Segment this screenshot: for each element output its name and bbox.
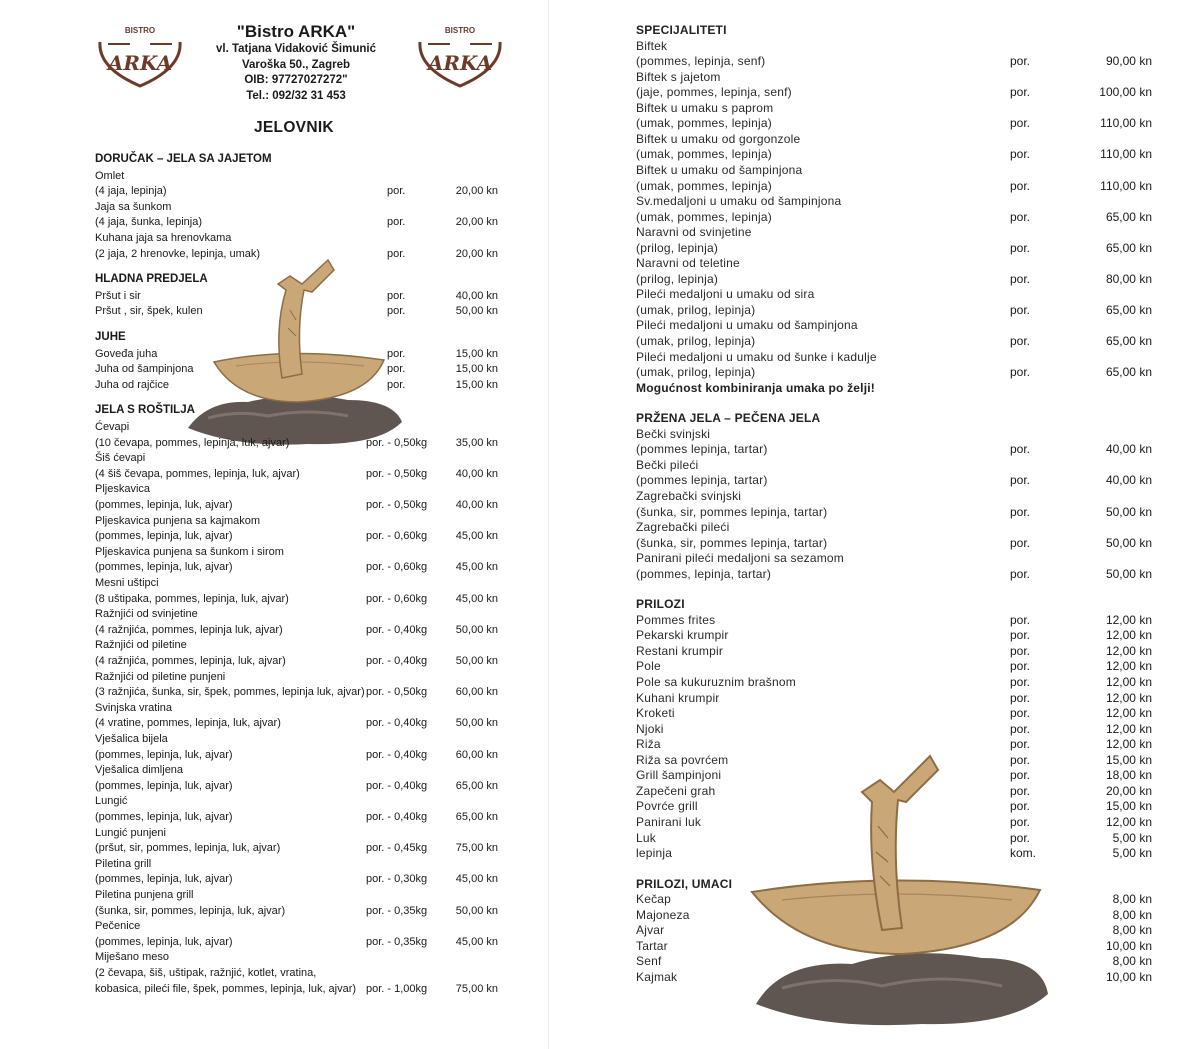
menu-item-line: Kroketi	[636, 706, 675, 721]
menu-item-line: Pljeskavica punjena sa šunkom i sirom	[95, 545, 284, 558]
menu-item-line: (umak, pommes, lepinja)	[636, 209, 772, 224]
menu-item-line: Panirani pileći medaljoni sa sezamom	[636, 551, 844, 566]
menu-item-unit: por. - 0,30kg	[366, 873, 428, 886]
menu-item-price: 50,00 kn	[455, 904, 498, 917]
menu-item-unit: por. - 0,50kg	[366, 499, 428, 511]
menu-item-unit: por. - 0,40kg	[366, 748, 428, 761]
menu-item-unit: por.	[387, 289, 406, 302]
menu-item-price: 65,00 kn	[455, 779, 498, 792]
menu-item-line: (2 jaja, 2 hrenovke, lepinja, umak)	[95, 247, 261, 260]
menu-item-line: Bečki svinjski	[636, 426, 711, 441]
section-heading: HLADNA PREDJELA	[95, 273, 208, 286]
menu-item-line: Juha od šampinjona	[95, 363, 194, 376]
menu-item-line: (prilog, lepinja)	[636, 271, 719, 286]
menu-item-line: (umak, prilog, lepinja)	[636, 302, 756, 317]
menu-item-price: 15,00 kn	[455, 378, 498, 391]
menu-item-price: 110,00 kn	[1100, 178, 1152, 193]
menu-item-price: 45,00 kn	[455, 561, 498, 574]
menu-item-price: 60,00 kn	[455, 748, 498, 761]
menu-item-unit: por. - 0,50kg	[366, 467, 428, 480]
menu-item-unit: por.	[1010, 830, 1031, 845]
menu-item-line: Sv.medaljoni u umaku od šampinjona	[636, 194, 842, 209]
menu-item-line: (prilog, lepinja)	[636, 240, 719, 255]
menu-item-price: 12,00 kn	[1105, 643, 1152, 658]
menu-item-unit: por.	[387, 363, 406, 376]
menu-item-unit: por.	[1010, 752, 1031, 767]
menu-item-price: 35,00 kn	[455, 436, 498, 449]
menu-item-line: kobasica, pileći file, špek, pommes, lepinja, luk, ajvar)	[95, 982, 357, 995]
menu-item-price: 40,00 kn	[455, 289, 498, 302]
menu-item-line: (šunka, sir, pommes lepinja, tartar)	[636, 535, 828, 550]
menu-item-line: Omlet	[95, 169, 125, 182]
menu-item-price: 50,00 kn	[1105, 504, 1152, 519]
menu-item-line: Biftek	[636, 38, 668, 53]
menu-item-line: Lungić	[95, 795, 128, 808]
menu-item-line: (pommes, lepinja, luk, ajvar)	[95, 935, 233, 948]
menu-item-unit: por.	[1010, 147, 1031, 162]
address-line: Varoška 50., Zagreb	[241, 58, 351, 71]
menu-item-unit: por.	[1010, 643, 1031, 658]
wooden-boat-sculpture-image	[178, 250, 408, 450]
menu-item-line: (pommes, lepinja, tartar)	[636, 566, 772, 581]
wooden-boat-sculpture-image	[742, 742, 1052, 1032]
menu-item-unit: por. - 0,40kg	[366, 655, 428, 667]
menu-item-line: Kajmak	[636, 969, 678, 984]
menu-item-unit: por. - 1,00kg	[366, 982, 428, 995]
menu-item-price: 40,00 kn	[455, 499, 498, 511]
menu-item-price: 8,00 kn	[1112, 954, 1152, 969]
menu-item-unit: por.	[1010, 240, 1031, 255]
menu-item-line: (4 ražnjića, pommes, lepinja, luk, ajvar)	[95, 655, 286, 667]
menu-item-line: Piletina grill	[95, 857, 152, 870]
menu-item-line: Zapečeni grah	[636, 783, 716, 798]
owner-line: vl. Tatjana Vidaković Šimunić	[216, 43, 376, 55]
menu-item-line: Pljeskavica punjena sa kajmakom	[95, 514, 261, 527]
menu-item-price: 50,00 kn	[455, 717, 498, 730]
menu-item-price: 15,00 kn	[1105, 799, 1152, 814]
menu-item-price: 12,00 kn	[1105, 721, 1152, 736]
menu-item-line: Kuhana jaja sa hrenovkama	[95, 232, 232, 244]
menu-item-line: (umak, prilog, lepinja)	[636, 334, 756, 348]
menu-item-line: Jaja sa šunkom	[95, 200, 172, 213]
menu-item-price: 20,00 kn	[455, 216, 498, 229]
menu-title: JELOVNIK	[254, 119, 334, 136]
menu-item-price: 12,00 kn	[1105, 659, 1152, 674]
menu-item-unit: por.	[1010, 271, 1031, 286]
menu-item-unit: por.	[1010, 612, 1031, 627]
menu-item-unit: por. - 0,60kg	[366, 530, 428, 543]
menu-item-price: 65,00 kn	[1105, 240, 1152, 255]
menu-item-price: 40,00 kn	[1105, 473, 1152, 488]
menu-item-unit: por.	[1010, 334, 1031, 348]
menu-item-unit: por.	[1010, 116, 1031, 131]
menu-item-line: Pole sa kukuruznim brašnom	[636, 675, 796, 689]
menu-item-unit: por.	[1010, 628, 1031, 643]
menu-item-line: Ražnjići od svinjetine	[95, 608, 198, 621]
menu-item-line: Ražnjići od piletine	[95, 639, 187, 652]
menu-item-line: (umak, pommes, lepinja)	[636, 116, 772, 131]
menu-item-line: Povrće grill	[636, 799, 698, 814]
menu-item-price: 65,00 kn	[1105, 334, 1152, 348]
menu-item-price: 20,00 kn	[455, 247, 498, 260]
menu-item-unit: por.	[1010, 659, 1031, 674]
menu-item-unit: por.	[1010, 814, 1031, 829]
menu-item-unit: por.	[387, 247, 406, 260]
menu-item-price: 8,00 kn	[1112, 923, 1152, 938]
menu-item-line: (jaje, pommes, lepinja, senf)	[636, 85, 792, 100]
menu-item-unit: por. - 0,50kg	[366, 436, 428, 449]
menu-item-line: Biftek s jajetom	[636, 69, 721, 84]
menu-item-price: 60,00 kn	[455, 686, 498, 699]
menu-item-line: Riža sa povrćem	[636, 752, 729, 767]
menu-item-line: (umak, pommes, lepinja)	[636, 147, 772, 162]
menu-item-line: (pommes lepinja, tartar)	[636, 473, 768, 488]
menu-item-line: Restani krumpir	[636, 643, 724, 658]
menu-item-price: 8,00 kn	[1112, 892, 1152, 907]
menu-item-price: 5,00 kn	[1112, 846, 1152, 861]
menu-item-unit: por. - 0,40kg	[366, 717, 428, 730]
menu-item-unit: por.	[1010, 85, 1031, 100]
menu-item-line: Ajvar	[636, 923, 665, 938]
menu-item-line: (pommes, lepinja, luk, ajvar)	[95, 748, 233, 761]
menu-item-price: 50,00 kn	[455, 623, 498, 636]
menu-item-price: 12,00 kn	[1105, 612, 1152, 627]
menu-item-line: Svinjska vratina	[95, 701, 173, 714]
menu-item-line: Naravni od svinjetine	[636, 225, 752, 240]
menu-item-price: 15,00 kn	[455, 347, 498, 360]
menu-item-line: Biftek u umaku od gorgonzole	[636, 131, 801, 146]
menu-item-unit: por.	[1010, 365, 1031, 380]
menu-item-price: 40,00 kn	[455, 467, 498, 480]
menu-item-line: Miješano meso	[95, 951, 169, 964]
menu-item-line: Bečki pileći	[636, 457, 699, 472]
menu-item-price: 80,00 kn	[1105, 271, 1152, 286]
menu-item-unit: por.	[1010, 721, 1031, 736]
menu-item-line: Ćevapi	[95, 421, 130, 433]
menu-item-price: 75,00 kn	[455, 982, 498, 995]
menu-item-line: Biftek u umaku s paprom	[636, 100, 774, 115]
menu-item-line: Grill šampinjoni	[636, 768, 722, 783]
menu-item-line: (4 vratine, pommes, lepinja, luk, ajvar)	[95, 717, 281, 730]
menu-item-unit: por. - 0,35kg	[366, 935, 428, 948]
menu-item-line: (pommes, lepinja, senf)	[636, 54, 766, 69]
menu-item-line: Luk	[636, 830, 656, 845]
menu-item-line: Pommes frites	[636, 612, 716, 627]
menu-item-line: Naravni od teletine	[636, 256, 740, 271]
menu-item-line: (8 uštipaka, pommes, lepinja, luk, ajvar)	[95, 592, 289, 605]
section-heading: JUHE	[95, 331, 126, 343]
arka-logo	[414, 24, 506, 90]
menu-item-price: 20,00 kn	[1105, 783, 1152, 798]
menu-item-unit: kom.	[1010, 846, 1037, 861]
menu-item-line: Pečenice	[95, 920, 141, 933]
menu-item-line: (pommes, lepinja, luk, ajvar)	[95, 499, 233, 511]
menu-item-price: 75,00 kn	[455, 842, 498, 855]
menu-item-line: Riža	[636, 737, 661, 752]
menu-item-unit: por. - 0,45kg	[366, 842, 428, 855]
menu-item-price: 45,00 kn	[455, 592, 498, 605]
menu-item-price: 12,00 kn	[1105, 675, 1152, 689]
menu-item-price: 50,00 kn	[1105, 535, 1152, 550]
menu-item-line: (4 jaja, lepinja)	[95, 185, 167, 198]
menu-item-price: 45,00 kn	[455, 873, 498, 886]
menu-item-unit: por. - 0,40kg	[366, 623, 428, 636]
menu-item-unit: por. - 0,35kg	[366, 904, 428, 917]
menu-item-unit: por.	[1010, 768, 1031, 783]
menu-item-line: Vješalica dimljena	[95, 764, 184, 777]
menu-item-line: (umak, prilog, lepinja)	[636, 365, 756, 380]
menu-item-line: (2 čevapa, šiš, uštipak, ražnjić, kotlet, vratina,	[95, 967, 317, 979]
menu-item-line: (pršut, sir, pommes, lepinja, luk, ajvar)	[95, 842, 281, 855]
section-heading: DORUČAK – JELA SA JAJETOM	[95, 153, 272, 165]
menu-item-unit: por.	[387, 185, 406, 198]
menu-item-line: Lungić punjeni	[95, 826, 166, 839]
menu-item-line: lepinja	[636, 846, 673, 861]
menu-item-line: (pommes lepinja, tartar)	[636, 442, 768, 457]
menu-item-line: Panirani luk	[636, 814, 702, 829]
menu-item-line: Pileći medaljoni u umaku od sira	[636, 287, 815, 302]
menu-item-unit: por. - 0,60kg	[366, 592, 428, 605]
menu-item-unit: por.	[1010, 799, 1031, 814]
menu-item-line: (pommes, lepinja, luk, ajvar)	[95, 811, 233, 823]
menu-item-unit: por.	[1010, 178, 1031, 193]
menu-item-price: 100,00 kn	[1099, 85, 1152, 100]
section-heading: PRILOZI	[636, 597, 685, 612]
menu-item-unit: por.	[1010, 690, 1031, 705]
menu-item-price: 5,00 kn	[1112, 830, 1152, 845]
menu-item-line: Pekarski krumpir	[636, 628, 729, 643]
menu-item-line: (4 ražnjića, pommes, lepinja luk, ajvar)	[95, 623, 283, 636]
menu-item-price: 18,00 kn	[1105, 768, 1152, 783]
phone-line: Tel.: 092/32 31 453	[246, 89, 346, 102]
menu-item-line: Zagrebački svinjski	[636, 488, 742, 503]
menu-item-unit: por.	[387, 378, 406, 391]
menu-item-unit: por. - 0,60kg	[366, 561, 428, 574]
menu-item-price: 12,00 kn	[1105, 706, 1152, 721]
menu-item-price: 12,00 kn	[1105, 814, 1152, 829]
menu-item-price: 45,00 kn	[455, 935, 498, 948]
menu-item-price: 40,00 kn	[1105, 442, 1152, 457]
section-heading: PRILOZI, UMACI	[636, 876, 733, 891]
menu-item-line: Biftek u umaku od šampinjona	[636, 162, 803, 177]
logo-bistro-text: BISTRO	[444, 26, 476, 35]
menu-item-unit: por.	[1010, 504, 1031, 519]
menu-item-line: (umak, pommes, lepinja)	[636, 178, 772, 193]
menu-item-line: Šiš ćevapi	[95, 452, 146, 465]
menu-item-price: 12,00 kn	[1105, 628, 1152, 643]
menu-item-line: (pommes, lepinja, luk, ajvar)	[95, 530, 233, 543]
oib-line: OIB: 97727027272"	[244, 74, 348, 86]
menu-item-price: 10,00 kn	[1105, 938, 1152, 953]
menu-item-line: (4 šiš čevapa, pommes, lepinja, luk, ajvar)	[95, 467, 300, 480]
menu-item-price: 15,00 kn	[455, 363, 498, 376]
bistro-header	[196, 22, 396, 104]
menu-item-price: 110,00 kn	[1100, 116, 1152, 131]
menu-item-price: 12,00 kn	[1105, 690, 1152, 705]
menu-item-price: 10,00 kn	[1105, 969, 1152, 984]
menu-item-unit: por.	[1010, 706, 1031, 721]
menu-item-price: 110,00 kn	[1100, 147, 1152, 162]
menu-item-price: 65,00 kn	[455, 811, 498, 823]
menu-item-unit: por. - 0,40kg	[366, 779, 428, 792]
menu-item-line: Tartar	[636, 938, 668, 953]
menu-item-unit: por.	[1010, 209, 1031, 224]
logo-bistro-text: BISTRO	[124, 26, 156, 35]
menu-item-line: Pršut i sir	[95, 289, 141, 302]
menu-item-unit: por.	[387, 216, 406, 229]
menu-item-line: (4 jaja, šunka, lepinja)	[95, 216, 203, 229]
menu-item-line: Pileći medaljoni u umaku od šunke i kadulje	[636, 349, 877, 364]
menu-item-unit: por.	[1010, 566, 1031, 581]
menu-item-line: (pommes, lepinja, luk, ajvar)	[95, 561, 233, 574]
menu-item-unit: por.	[1010, 442, 1031, 457]
section-heading: SPECIJALITETI	[636, 23, 727, 37]
menu-item-unit: por.	[1010, 54, 1031, 69]
logo-arka-text: ARKA	[107, 51, 173, 75]
menu-item-price: 50,00 kn	[455, 305, 498, 318]
menu-item-line: Pole	[636, 659, 661, 674]
menu-item-line: Senf	[636, 954, 662, 969]
menu-item-line: (10 čevapa, pommes, lepinja, luk, ajvar)	[95, 436, 290, 449]
menu-item-line: Ražnjići od piletine punjeni	[95, 670, 226, 683]
menu-item-line: (šunka, sir, pommes, lepinja, luk, ajvar)	[95, 904, 286, 917]
menu-item-line: Vješalica bijela	[95, 733, 168, 745]
menu-item-line: Juha od rajčice	[95, 378, 169, 391]
menu-item-unit: por.	[387, 347, 406, 360]
section-heading: Mogućnost kombiniranja umaka po želji!	[636, 380, 875, 395]
menu-item-price: 50,00 kn	[455, 655, 498, 667]
menu-item-unit: por.	[387, 305, 406, 318]
menu-item-line: Njoki	[636, 721, 664, 736]
menu-left-page	[0, 0, 549, 1049]
menu-item-line: Pljeskavica	[95, 483, 151, 496]
menu-item-line: (pommes, lepinja, luk, ajvar)	[95, 779, 233, 792]
menu-item-line: (šunka, sir, pommes lepinja, tartar)	[636, 504, 828, 519]
menu-item-price: 50,00 kn	[1105, 566, 1152, 581]
logo-arka-text: ARKA	[427, 51, 493, 75]
menu-item-price: 12,00 kn	[1105, 737, 1152, 752]
menu-item-price: 45,00 kn	[455, 530, 498, 543]
menu-item-price: 20,00 kn	[455, 185, 498, 198]
menu-item-price: 8,00 kn	[1112, 907, 1152, 922]
menu-item-price: 65,00 kn	[1105, 302, 1152, 317]
menu-item-price: 15,00 kn	[1105, 752, 1152, 767]
menu-item-line: (3 ražnjića, šunka, sir, špek, pommes, lepinja luk, ajvar)	[95, 686, 365, 699]
menu-item-line: Mesni uštipci	[95, 577, 159, 589]
menu-item-line: Piletina punjena grill	[95, 889, 194, 901]
menu-item-unit: por.	[1010, 737, 1031, 752]
menu-item-unit: por.	[1010, 302, 1031, 317]
menu-item-price: 65,00 kn	[1105, 365, 1152, 380]
menu-item-unit: por.	[1010, 535, 1031, 550]
menu-item-price: 90,00 kn	[1105, 54, 1152, 69]
section-heading: PRŽENA JELA – PEČENA JELA	[636, 411, 821, 426]
menu-item-line: (pommes, lepinja, luk, ajvar)	[95, 873, 233, 886]
bistro-name: "Bistro ARKA"	[236, 22, 356, 41]
section-heading: JELA S ROŠTILJA	[95, 404, 195, 417]
menu-item-unit: por.	[1010, 783, 1031, 798]
menu-item-line: Kečap	[636, 892, 672, 907]
menu-item-price: 65,00 kn	[1105, 209, 1152, 224]
menu-item-unit: por.	[1010, 675, 1031, 689]
menu-item-unit: por. - 0,50kg	[366, 686, 428, 699]
menu-item-line: Zagrebački pileći	[636, 520, 730, 535]
menu-item-line: Pileći medaljoni u umaku od šampinjona	[636, 318, 858, 333]
menu-item-unit: por. - 0,40kg	[366, 811, 428, 823]
menu-item-unit: por.	[1010, 473, 1031, 488]
menu-item-line: Goveđa juha	[95, 347, 158, 360]
menu-item-line: Kuhani krumpir	[636, 690, 720, 705]
menu-item-line: Pršut , sir, špek, kulen	[95, 305, 203, 318]
arka-logo	[94, 24, 186, 90]
menu-item-line: Majoneza	[636, 907, 690, 922]
